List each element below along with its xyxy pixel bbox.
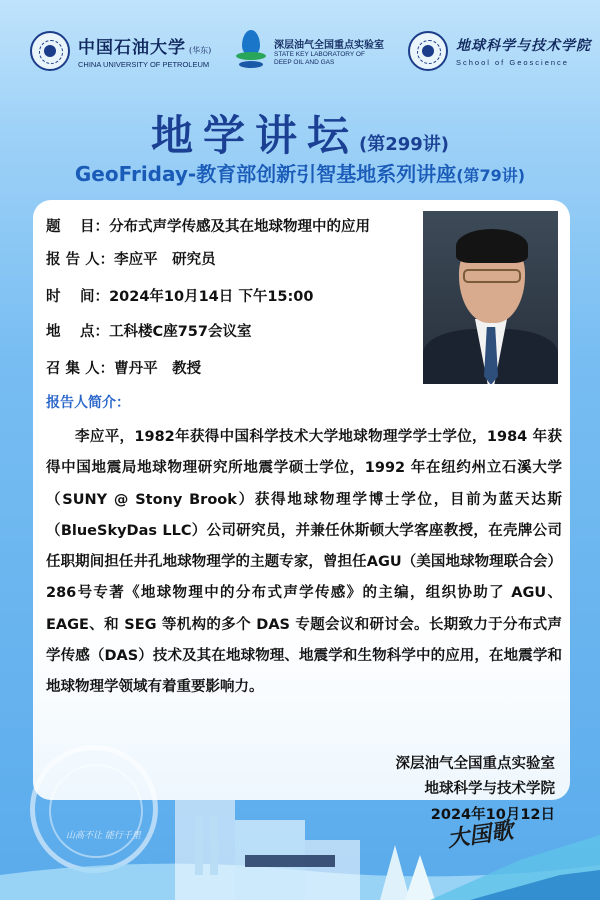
speaker-value: 李应平 研究员	[114, 252, 216, 268]
bio-heading: 报告人简介：	[46, 395, 130, 411]
brand-calligraphy: 大国歌	[445, 817, 515, 853]
place-value: 工科楼C座757会议室	[109, 324, 252, 340]
oil-drop-icon	[236, 30, 266, 72]
school-chinese-name: 地球科学与技术学院	[456, 38, 591, 54]
signature-org-school: 地球科学与技术学院	[424, 781, 555, 797]
bio-text: 李应平，1982年获得中国科学技术大学地球物理学学士学位，1984 年获得中国地震局地球物理研究所地震学硕士学位，1992 年在纽约州立石溪大学（SUNY @ Stony Brook）获得地球物理学博士学位，目前为蓝天达斯（BlueSkyDas LLC）公司研究员，并兼任休斯顿大学客座教授，在壳牌公司任职期间担任井孔地球物理学的主题专家，曾担任AGU（美国地球物理联合会）286号专著《地球物理中的分布式声学传感》的主编，组织协助了 AGU、EAGE、和 SEG 等机构的多个 DAS 专题会议和研讨会。长期致力于分布式声学传感（DAS）技术及其在地球物理、地震学和生物科学中的应用，在地震学和地球物理学领域有着重要影响力。	[46, 429, 562, 696]
info-topic	[46, 215, 370, 236]
info-host	[46, 357, 201, 378]
lab-english-name-1: STATE KEY LABORATORY OF	[274, 50, 365, 58]
header-logos	[0, 26, 600, 76]
topic-value: 分布式声学传感及其在地球物理中的应用	[109, 219, 371, 235]
cup-chinese-name: 中国石油大学	[78, 38, 186, 58]
cup-logo	[30, 26, 211, 76]
host-value: 曹丹平 教授	[114, 361, 202, 377]
signature-date: 2024年10月12日	[430, 807, 555, 823]
series-subtitle-text: GeoFriday-教育部创新引智基地系列讲座	[74, 162, 457, 186]
info-place	[46, 320, 251, 341]
lab-logo	[236, 26, 384, 76]
forum-title-main: 地学讲坛	[150, 111, 359, 160]
school-english-name: School of Geoscience	[456, 58, 569, 67]
topic-label: 题 目：	[46, 219, 110, 235]
school-logo	[408, 26, 591, 76]
series-subtitle-number: (第79讲)	[456, 166, 526, 185]
school-seal-icon	[408, 31, 448, 71]
time-label: 时 间：	[46, 289, 110, 305]
lab-chinese-name: 深层油气全国重点实验室	[274, 39, 384, 51]
speaker-photo	[423, 211, 558, 384]
forum-title-number: (第299讲)	[358, 134, 450, 155]
cup-campus: (华东)	[189, 46, 212, 55]
host-label: 召 集 人：	[46, 361, 115, 377]
speaker-label: 报 告 人：	[46, 252, 115, 268]
cup-english-name: CHINA UNIVERSITY OF PETROLEUM	[78, 60, 210, 69]
place-label: 地 点：	[46, 324, 110, 340]
university-seal-icon	[30, 31, 70, 71]
series-subtitle	[0, 158, 600, 187]
slogan-text: 山高不让 能行千里	[66, 831, 141, 841]
info-speaker	[46, 248, 216, 269]
info-time	[46, 285, 313, 306]
signature-org-lab: 深层油气全国重点实验室	[395, 756, 555, 772]
lab-english-name-2: DEEP OIL AND GAS	[274, 58, 335, 66]
time-value: 2024年10月14日 下午15:00	[109, 289, 314, 305]
forum-title	[0, 103, 600, 163]
